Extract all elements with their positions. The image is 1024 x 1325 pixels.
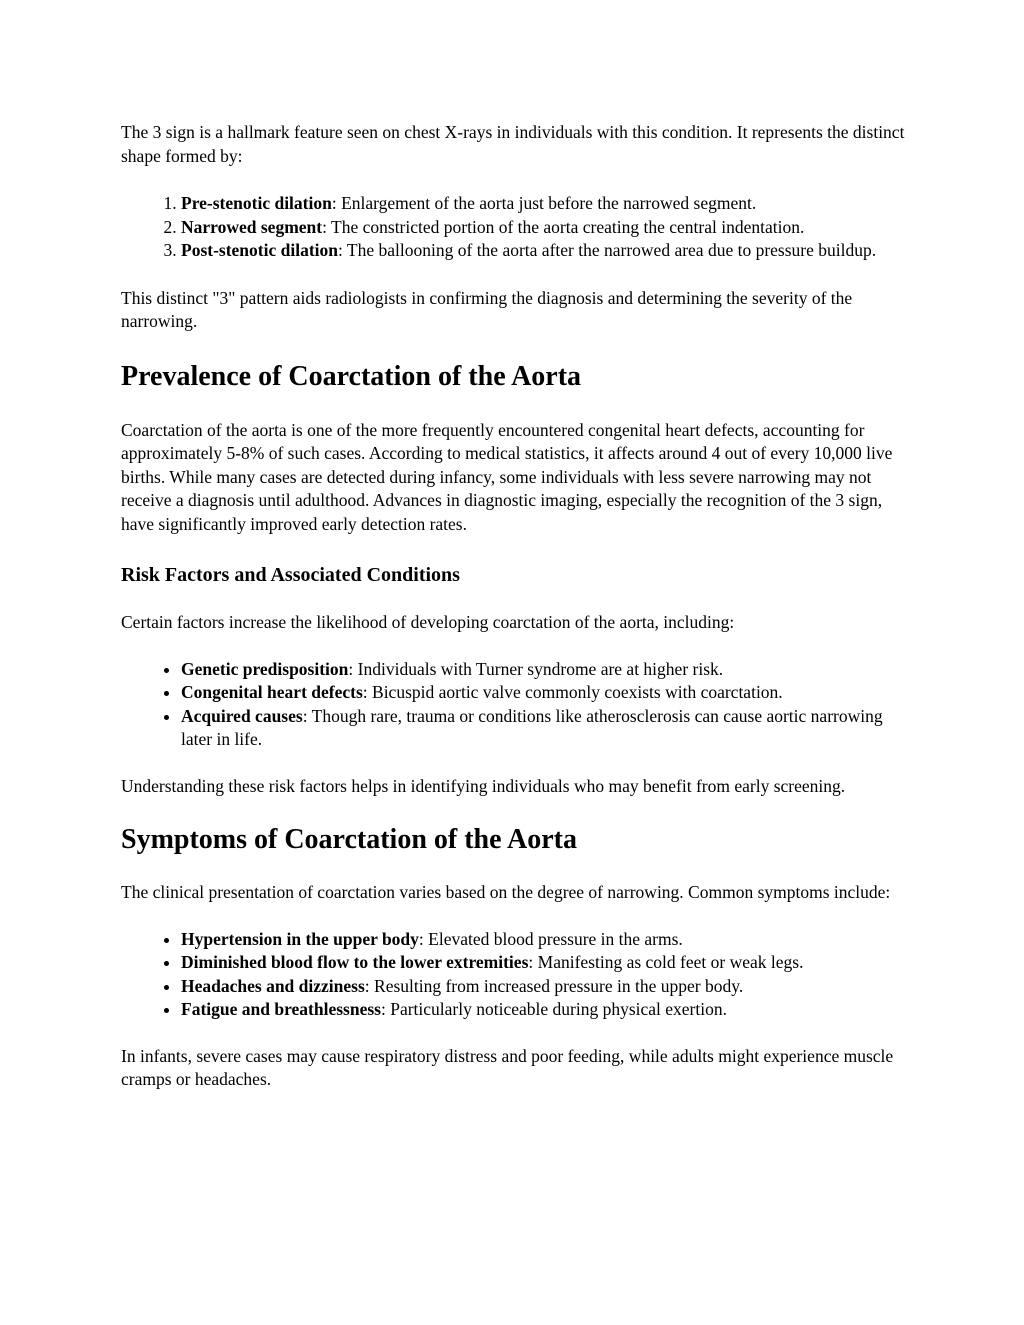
symptoms-list bbox=[121, 928, 911, 1022]
risk-factors-heading: Risk Factors and Associated Conditions bbox=[121, 564, 460, 586]
list-item-term: Headaches and dizziness bbox=[181, 975, 365, 996]
list-item-desc: : Resulting from increased pressure in the upper body. bbox=[364, 975, 744, 996]
list-item bbox=[181, 192, 911, 216]
list-item-term: Hypertension in the upper body bbox=[181, 928, 419, 949]
list-item-term: Pre-stenotic dilation bbox=[181, 193, 332, 213]
list-item-desc: : Particularly noticeable during physical exertion. bbox=[380, 999, 727, 1019]
list-item-desc: : Manifesting as cold feet or weak legs. bbox=[528, 952, 804, 972]
document-page bbox=[121, 121, 911, 1092]
symptoms-intro: The clinical presentation of coarctation varies based on the degree of narrowing. Common symptoms include: bbox=[121, 882, 891, 902]
prevalence-heading: Prevalence of Coarctation of the Aorta bbox=[121, 360, 582, 392]
risk-factors-list bbox=[121, 658, 911, 752]
list-item bbox=[181, 998, 911, 1022]
list-item-term: Post-stenotic dilation bbox=[181, 240, 339, 260]
list-item-desc: : Though rare, trauma or conditions like atherosclerosis can cause aortic narrowing later in life. bbox=[181, 705, 883, 749]
three-sign-summary: This distinct "3" pattern aids radiologists in confirming the diagnosis and determining the severity of the narrowing. bbox=[121, 287, 853, 331]
list-item-term: Diminished blood flow to the lower extremities bbox=[181, 952, 529, 972]
list-item bbox=[181, 216, 911, 240]
intro-paragraph: The 3 sign is a hallmark feature seen on chest X-rays in individuals with this condition. It represents the distinct shape formed by: bbox=[121, 122, 905, 166]
list-item-desc: : Elevated blood pressure in the arms. bbox=[418, 928, 683, 949]
list-item-term: Acquired causes bbox=[181, 705, 303, 726]
list-item-term: Congenital heart defects bbox=[181, 682, 363, 702]
list-item-desc: : The ballooning of the aorta after the narrowed area due to pressure buildup. bbox=[338, 240, 877, 260]
list-item-term: Genetic predisposition bbox=[181, 658, 349, 679]
list-item bbox=[181, 928, 911, 952]
prevalence-paragraph: Coarctation of the aorta is one of the more frequently encountered congenital heart defects, accounting for approximately 5-8% of such cases. According to medical statistics, it affects around 4 out of every 10,000 live births. While many cases are detected during infancy, some individuals with less severe narrowing may not receive a diagnosis until adulthood. Advances in diagnostic imaging, especially the recognition of the 3 sign, have significantly improved early detection rates. bbox=[121, 419, 893, 534]
list-item bbox=[181, 705, 911, 752]
list-item bbox=[181, 975, 911, 999]
list-item-term: Narrowed segment bbox=[181, 216, 323, 237]
list-item-term: Fatigue and breathlessness bbox=[181, 999, 381, 1019]
list-item-desc: : Enlargement of the aorta just before the narrowed segment. bbox=[331, 193, 757, 213]
list-item bbox=[181, 951, 911, 975]
three-sign-list bbox=[121, 192, 911, 263]
symptoms-summary: In infants, severe cases may cause respiratory distress and poor feeding, while adults might experience muscle cramps or headaches. bbox=[121, 1045, 894, 1089]
risk-factors-intro: Certain factors increase the likelihood of developing coarctation of the aorta, including: bbox=[121, 612, 735, 632]
list-item-desc: : The constricted portion of the aorta creating the central indentation. bbox=[322, 216, 805, 237]
risk-factors-summary: Understanding these risk factors helps in identifying individuals who may benefit from early screening. bbox=[121, 775, 846, 796]
list-item bbox=[181, 658, 911, 682]
list-item bbox=[181, 239, 911, 263]
list-item bbox=[181, 681, 911, 705]
list-item-desc: : Bicuspid aortic valve commonly coexists with coarctation. bbox=[362, 682, 783, 702]
list-item-desc: : Individuals with Turner syndrome are at higher risk. bbox=[348, 658, 724, 679]
symptoms-heading: Symptoms of Coarctation of the Aorta bbox=[121, 824, 577, 855]
